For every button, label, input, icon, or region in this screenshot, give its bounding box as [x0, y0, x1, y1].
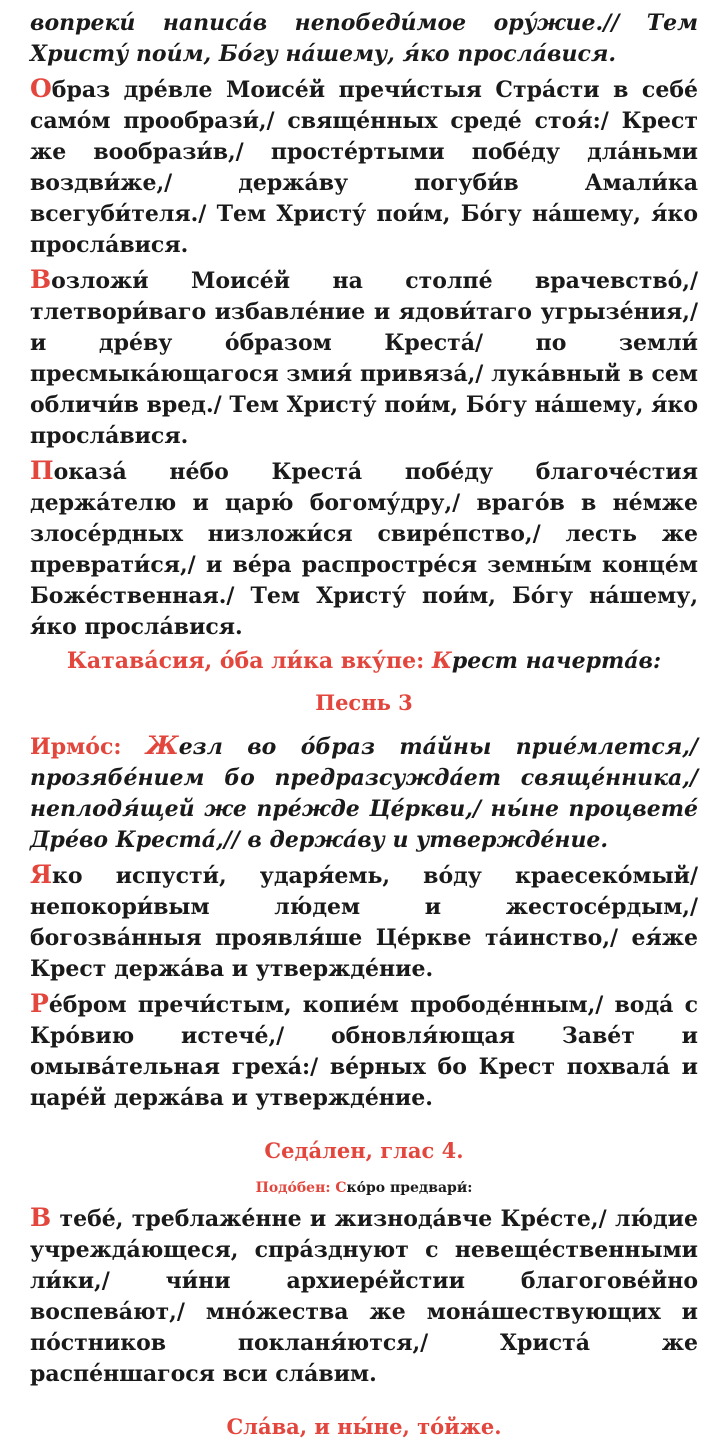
troparion-5: Ре́бром пречи́стым, копие́м прободе́нным,/ вода́ с Кро́вию истече́,/ обновля́ющая Заве́т и омыва́тельная греха́:/ ве́рных бо Крест похвала́ и царе́й держа́ва и утвержде́ние.: [30, 989, 698, 1111]
spacer: [30, 1393, 698, 1401]
drop-initial: Р: [30, 989, 49, 1018]
sedalen-heading: Седа́лен, глас 4.: [264, 1138, 464, 1163]
troparion-1: Образ дре́вле Моисе́й пречи́стыя Стра́сти в себе́ само́м прообрази́,/ свяще́нных среде́ стоя́:/ Крест же вообрази́в,/ просте́ртыми побе́ду дла́ньми воздви́же,/ держа́ву погуби́в Амали́ка всегуби́теля./ Тем Христу́ пои́м, Бо́гу на́шему, я́ко просла́вися.: [30, 74, 698, 258]
spacer: [30, 1117, 698, 1125]
ode-ending-paragraph: вопреки́ написа́в непобеди́мое ору́жие.// Тем Христу́ пои́м, Бо́гу на́шему, я́ко просла́вися.: [30, 10, 698, 67]
troparion-3: Показа́ не́бо Креста́ побе́ду благоче́стия держа́телю и царю́ богому́дру,/ враго́в в не́мже злосе́рдных низложи́ся свире́пство,/ лесть же преврати́ся,/ и ве́ра распростре́ся земны́м конце́м Боже́ственная./ Тем Христу́ пои́м, Бо́гу на́шему, я́ко просла́вися.: [30, 456, 698, 640]
katavasia-rubric: Катава́сия, о́ба ли́ка вку́пе: Крест начерта́в:: [66, 648, 662, 674]
irmos-label: Ирмо́с:: [30, 734, 146, 760]
drop-initial: Я: [30, 860, 53, 889]
drop-initial: П: [30, 456, 54, 485]
troparion-2: Возложи́ Моисе́й на столпе́ врачевство́,/ тлетвори́ваго избавле́ние и ядови́таго угрызе́ния,/ и дре́ву о́бразом Креста́/ по земли́ пресмыка́ющагося змия́ привяза́,/ лука́вный в сем обличи́в вред./ Тем Христу́ пои́м, Бо́гу на́шему, я́ко просла́вися.: [30, 265, 698, 449]
ode-heading: Песнь 3: [315, 690, 413, 715]
podoben-rubric: Подо́бен: Ско́ро предвари́:: [255, 1180, 473, 1196]
irmos-paragraph: Ирмо́с: Жезл во о́браз та́йны прие́млется,/ прозябе́нием бо предразсужда́ет свяще́нника,/ неплодя́щей же пре́жде Це́ркви,/ ны́не процвете́ Дре́во Креста́,// в держа́ву и утвержде́ние.: [30, 731, 698, 853]
drop-initial: В: [30, 1203, 52, 1232]
slava-rubric: Сла́ва, и ны́не, то́йже.: [226, 1414, 502, 1439]
sedalen-text: В тебе́, треблаже́нне и жизнода́вче Кре́сте,/ лю́дие учрежда́ющеся, спра́зднуют с невеще́ственными ли́ки,/ чи́ни архиере́йстии благогове́йно воспева́ют,/ мно́жества же мона́шествующих и по́стников покланя́ются,/ Христа́ же распе́ншагося вси сла́вим.: [30, 1203, 698, 1387]
liturgical-page: [30, 8, 698, 1454]
drop-initial: Ж: [145, 731, 179, 760]
drop-initial: О: [30, 74, 52, 103]
drop-initial: В: [30, 265, 52, 294]
troparion-4: Яко испусти́, ударя́емь, во́ду краесеко́мый/ непокори́вым лю́дем и жестосе́рдым,/ богозва́нныя проявля́ше Це́ркве та́инство,/ ея́же Крест держа́ва и утвержде́ние.: [30, 860, 698, 982]
